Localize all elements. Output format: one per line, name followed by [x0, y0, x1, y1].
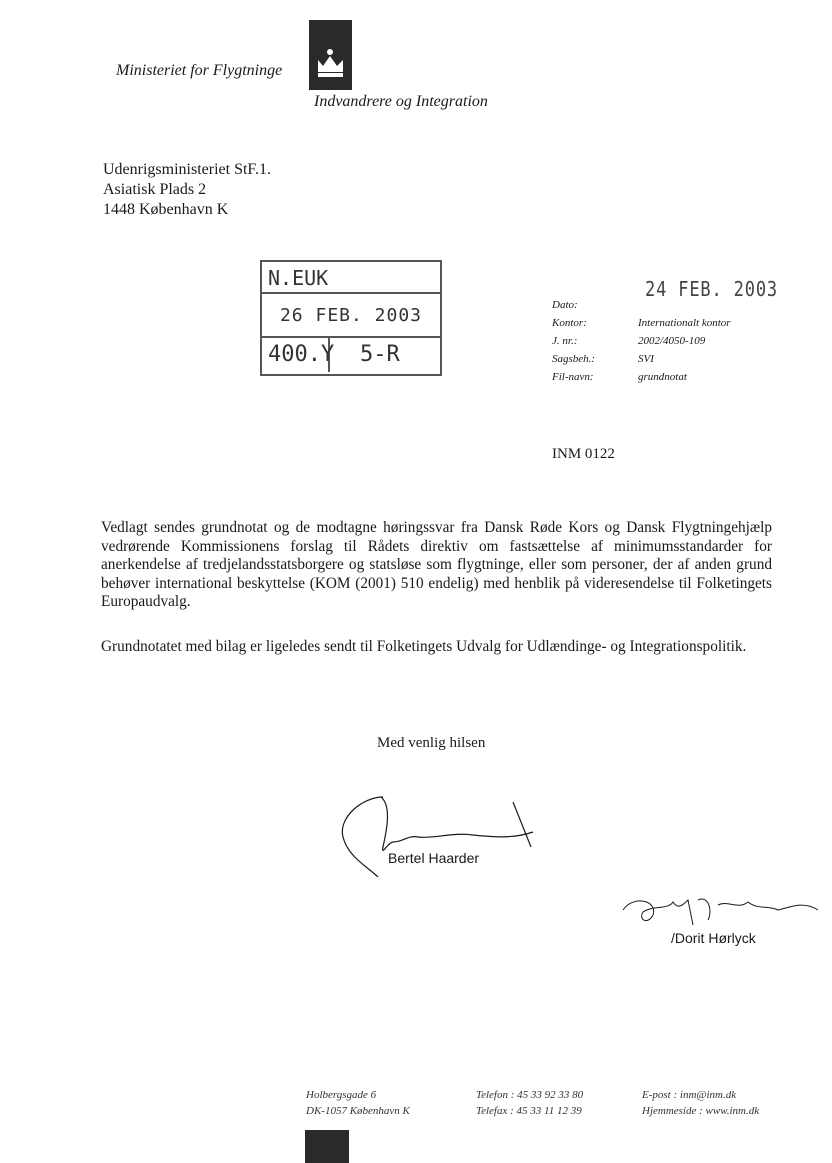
footer-telefax: Telefax : 45 33 11 12 39 [476, 1105, 582, 1117]
footer-contact [642, 1087, 759, 1119]
filnavn-label: Fil-navn: [552, 371, 594, 383]
footer-address [306, 1087, 410, 1119]
jnr-value: 2002/4050-109 [638, 335, 706, 347]
filnavn-value: grundnotat [638, 371, 687, 383]
recipient-line-1: Udenrigsministeriet StF.1. [103, 161, 272, 178]
signature-bertel-haarder [333, 787, 538, 887]
stamp-date: 26 FEB. 2003 [262, 296, 440, 338]
sagsbeh-label: Sagsbeh.: [552, 353, 596, 365]
stamp-file-row [262, 338, 440, 372]
dato-label: Dato: [552, 299, 578, 311]
royal-crest-logo [309, 20, 352, 90]
footer-telefon: Telefon : 45 33 92 33 80 [476, 1089, 584, 1101]
footer-email: E-post : inm@inm.dk [642, 1089, 737, 1101]
reference-number: INM 0122 [552, 446, 615, 462]
footer-address-line-1: Holbergsgade 6 [306, 1089, 377, 1101]
stamp-office: N.EUK [262, 262, 440, 294]
body-paragraph-1: Vedlagt sendes grundnotat og de modtagne høringssvar fra Dansk Røde Kors og Dansk Flygtningehjælp vedrørende Kommissionens forslag til Rådets direktiv om fastsættelse af minimumsstandarder for anerkendelse af tredjelandsstatsborgere og statsløse som flygtninge, eller som personer, der af anden grund behøver international beskyttelse (KOM (2001) 510 endelig) med henblik på videresendelse til Folketingets Europaudvalg. [101, 519, 772, 610]
recipient-address [103, 160, 271, 220]
letter-meta [552, 296, 731, 386]
crown-icon [309, 20, 352, 90]
received-stamp [260, 260, 442, 376]
recipient-line-3: 1448 København K [103, 201, 229, 218]
recipient-line-2: Asiatisk Plads 2 [103, 181, 207, 198]
signer-1-name: Bertel Haarder [388, 850, 480, 866]
jnr-label: J. nr.: [552, 335, 578, 347]
signer-2-name: /Dorit Hørlyck [671, 930, 756, 946]
closing-greeting: Med venlig hilsen [377, 735, 486, 751]
footer-address-line-2: DK-1057 København K [306, 1105, 410, 1117]
body-paragraph-2: Grundnotatet med bilag er ligeledes sendt til Folketingets Udvalg for Udlændinge- og Integrationspolitik. [101, 638, 747, 655]
kontor-value: Internationalt kontor [638, 317, 731, 329]
stamp-sub-no: 5-R [360, 342, 400, 367]
date-stamp: 24 FEB. 2003 [645, 277, 779, 301]
ministry-name: Ministeriet for Flygtninge [116, 62, 283, 79]
stamp-file-no: 400.Y [268, 338, 330, 372]
footer-logo-mark [305, 1130, 349, 1163]
kontor-label: Kontor: [552, 317, 587, 329]
footer-phone [476, 1087, 583, 1119]
footer-web: Hjemmeside : www.inm.dk [642, 1105, 760, 1117]
ministry-subtitle: Indvandrere og Integration [314, 93, 488, 110]
sagsbeh-value: SVI [638, 353, 654, 365]
